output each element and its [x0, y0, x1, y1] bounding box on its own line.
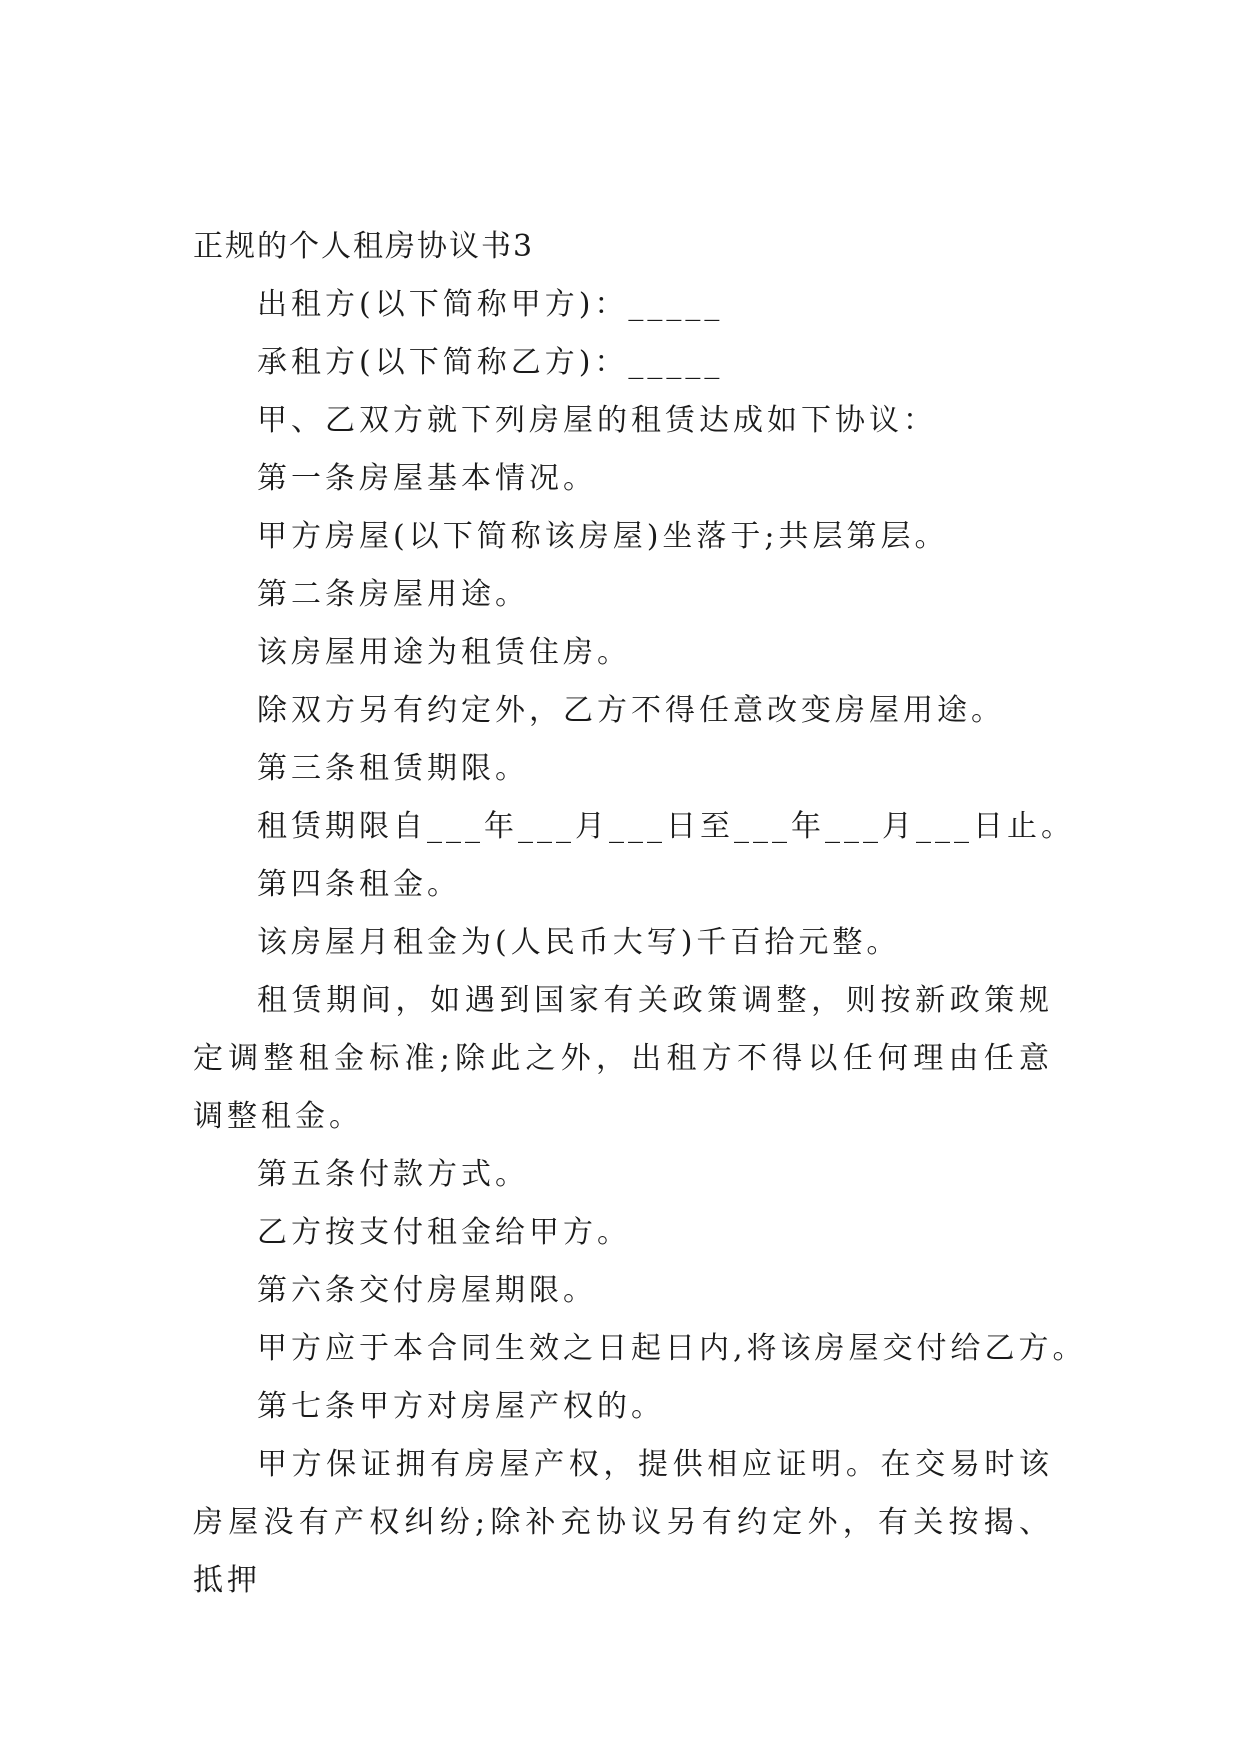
article-1-heading: 第一条房屋基本情况。: [257, 461, 597, 496]
article-6-heading: 第六条交付房屋期限。: [257, 1273, 597, 1308]
document-body: [193, 218, 1087, 1610]
article-6-text: 甲方应于本合同生效之日起日内,将该房屋交付给乙方。: [257, 1331, 1087, 1366]
article-5-heading: 第五条付款方式。: [257, 1157, 529, 1192]
article-3-heading: 第三条租赁期限。: [257, 751, 529, 786]
document-title: 正规的个人租房协议书3: [193, 229, 535, 264]
lessee-line: 承租方(以下简称乙方)：_____: [257, 345, 724, 380]
article-4-text-2: 租赁期间，如遇到国家有关政策调整，则按新政策规定调整租金标准;除此之外，出租方不得以任何理由任意调整租金。: [193, 983, 1053, 1134]
agreement-intro: 甲、乙双方就下列房屋的租赁达成如下协议：: [257, 403, 937, 438]
article-7-heading: 第七条甲方对房屋产权的。: [257, 1389, 665, 1424]
article-1-text: 甲方房屋(以下简称该房屋)坐落于;共层第层。: [257, 519, 949, 554]
lessor-line: 出租方(以下简称甲方)：_____: [257, 287, 724, 322]
article-4-heading: 第四条租金。: [257, 867, 461, 902]
article-7-text: 甲方保证拥有房屋产权，提供相应证明。在交易时该房屋没有产权纠纷;除补充协议另有约定外，有关按揭、抵押: [193, 1447, 1053, 1598]
article-3-text: 租赁期限自___年___月___日至___年___月___日止。: [257, 809, 1075, 844]
article-2-heading: 第二条房屋用途。: [257, 577, 529, 612]
article-2-text: 该房屋用途为租赁住房。: [257, 635, 631, 670]
article-2-text-2: 除双方另有约定外，乙方不得任意改变房屋用途。: [257, 693, 1005, 728]
article-5-text: 乙方按支付租金给甲方。: [257, 1215, 631, 1250]
article-4-text: 该房屋月租金为(人民币大写)千百拾元整。: [257, 925, 901, 960]
